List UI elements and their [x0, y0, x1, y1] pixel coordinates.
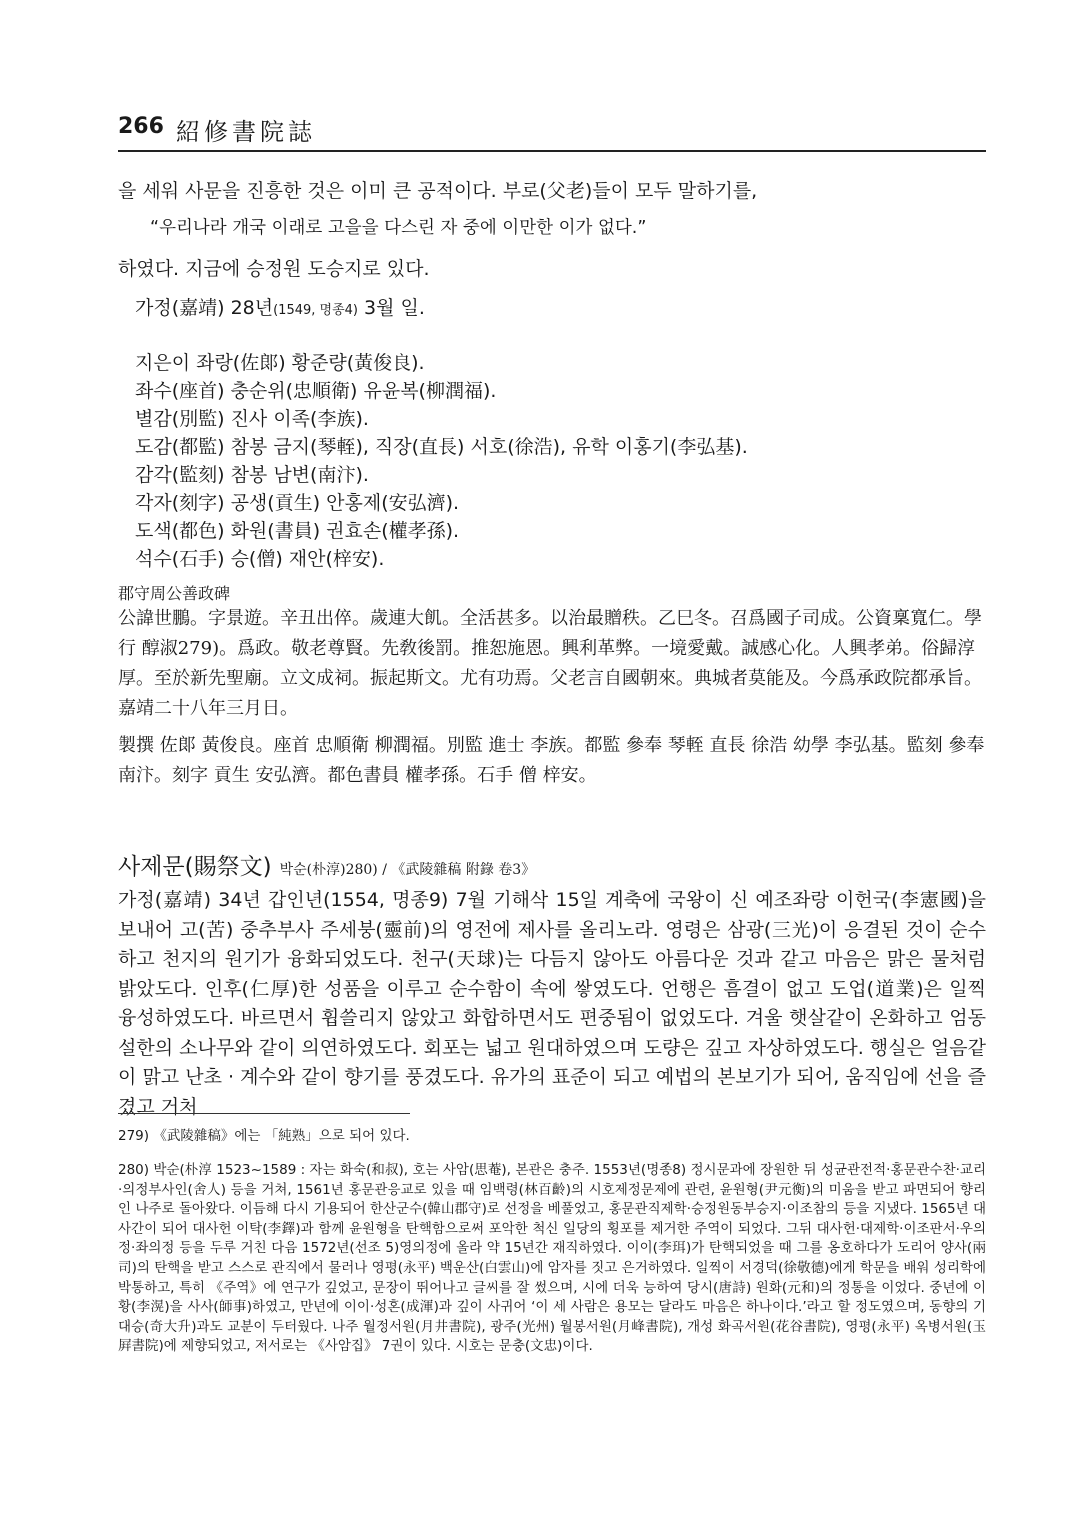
section-heading [118, 848, 535, 881]
running-header [118, 110, 986, 152]
section-subtitle: 박순(朴淳)280) / 《武陵雜稿 附錄 卷3》 [279, 862, 536, 878]
credit-line: 별감(別監) 진사 이족(李族). [135, 408, 369, 430]
credit-line: 각자(刻字) 공생(貢生) 안홍제(安弘濟). [135, 492, 460, 514]
footnote-separator [118, 1113, 410, 1114]
date-main: 가정(嘉靖) 28년 [135, 297, 274, 319]
original-title: 郡守周公善政碑 [118, 584, 231, 603]
page-number: 266 [118, 114, 164, 139]
credit-line: 지은이 좌랑(佐郞) 황준량(黃俊良). [135, 352, 425, 374]
credit-line: 도감(都監) 참봉 금지(琴輊), 직장(直長) 서호(徐浩), 유학 이홍기(李弘基). [135, 436, 748, 458]
date-end: 3월 일. [358, 297, 425, 319]
date-small: (1549, 명종4) [273, 303, 358, 318]
book-title: 紹修書院誌 [176, 118, 316, 146]
original-paragraph-1: 公諱世鵬。字景遊。辛丑出倅。歲連大飢。全活甚多。以治最贈秩。乙巳冬。召爲國子司成。公資稟寬仁。學行 醇淑279)。爲政。敬老尊賢。先敎後罰。推恕施恩。興利革弊。一境愛戴。誠感心化。人興孝弟。俗歸淳厚。至於新先聖廟。立文成祠。振起斯文。尤有功焉。父老言自國朝來。典城者莫能及。今爲承政院都承旨。嘉靖二十八年三月日。 [118, 608, 982, 719]
section-title: 사제문(賜祭文) [118, 854, 272, 880]
credit-line: 도색(都色) 화원(書員) 권효손(權孝孫). [135, 520, 460, 542]
footnote-279: 279) 《武陵雜稿》에는 「純熟」으로 되어 있다. [118, 1128, 410, 1144]
intro-line-1: 을 세워 사문을 진흥한 것은 이미 큰 공적이다. 부로(父老)들이 모두 말하기를, [118, 180, 758, 202]
footnote-280: 280) 박순(朴淳 1523~1589 : 자는 화숙(和叔), 호는 사암(思菴), 본관은 충주. 1553년(명종8) 정시문과에 장원한 뒤 성균관전적·홍문관수찬·교리·의정부사인(舍人) 등을 거쳐, 1561년 홍문관응교로 있을 때 임백령(林百齡)의 시호제정문제에 관련, 윤원형(尹元衡)의 미움을 받고 파면되어 향리인 나주로 돌아왔다. 이듬해 다시 기용되어 한산군수(韓山郡守)로 선정을 베풀었고, 홍문관직제학·승정원동부승지·이조참의 등을 지냈다. 1565년 대사간이 되어 대사헌 이탁(李鐸)과 함께 윤원형을 탄핵함으로써 포악한 척신 일당의 횡포를 제거한 주역이 되었다. 그뒤 대사헌·대제학·이조판서·우의정·좌의정 등을 두루 거친 다음 1572년(선조 5)영의정에 올라 약 15년간 재직하였다. 이이(李珥)가 탄핵되었을 때 그를 옹호하다가 도리어 양사(兩司)의 탄핵을 받고 스스로 관직에서 물러나 영평(永平) 백운산(白雲山)에 암자를 짓고 은거하였다. 일찍이 서경덕(徐敬德)에게 학문을 배워 성리학에 박통하고, 특히 《주역》에 연구가 깊었고, 문장이 뛰어나고 글씨를 잘 썼으며, 시에 더욱 능하여 당시(唐詩) 원화(元和)의 정통을 이었다. 중년에 이황(李滉)을 사사(師事)하였고, 만년에 이이·성혼(成渾)과 깊이 사귀어 ‘이 세 사람은 용모는 달라도 마음은 하나이다.’라고 할 정도였으며, 동향의 기대승(奇大升)과도 교분이 두터웠다. 나주 월정서원(月井書院), 광주(光州) 월봉서원(月峰書院), 개성 화곡서원(花谷書院), 영평(永平) 옥병서원(玉屛書院)에 제향되었고, 저서로는 《사암집》 7권이 있다. 시호는 문충(文忠)이다. [118, 1162, 986, 1355]
intro-line-3: 하였다. 지금에 승정원 도승지로 있다. [118, 258, 430, 280]
date-line [135, 293, 425, 320]
credit-line: 석수(石手) 승(僧) 재안(梓安). [135, 548, 385, 570]
intro-quote: “우리나라 개국 이래로 고을을 다스린 자 중에 이만한 이가 없다.” [150, 218, 647, 238]
credit-line: 좌수(座首) 충순위(忠順衛) 유윤복(柳潤福). [135, 380, 497, 402]
section-body: 가정(嘉靖) 34년 갑인년(1554, 명종9) 7월 기해삭 15일 계축에 국왕이 신 예조좌랑 이헌국(李憲國)을 보내어 고(苦) 중추부사 주세붕(靈前)의 영전에 제사를 올리노라. 영령은 삼광(三光)이 응결된 것이 순수하고 천지의 원기가 융화되었도다. 천구(天球)는 다듬지 않아도 아름다운 것과 같고 마음은 맑은 물처럼 밝았도다. 인후(仁厚)한 성품을 이루고 순수함이 속에 쌓였도다. 언행은 흠결이 없고 도업(道業)은 일찍 융성하였도다. 바르면서 휩쓸리지 않았고 화합하면서도 편중됨이 없었도다. 겨울 햇살같이 온화하고 엄동설한의 소나무와 같이 의연하였도다. 회포는 넓고 원대하였으며 도량은 깊고 자상하였도다. 행실은 얼음같이 맑고 난초 · 계수와 같이 향기를 풍겼도다. 유가의 표준이 되고 예법의 본보기가 되어, 움직임에 선을 즐겼고 거처 [118, 889, 986, 1118]
original-paragraph-2: 製撰 佐郞 黃俊良。座首 忠順衛 柳潤福。別監 進士 李族。都監 參奉 琴輊 直長 徐浩 幼學 李弘基。監刻 參奉 南汴。刻字 貢生 安弘濟。都色書員 權孝孫。石手 僧 梓安。 [118, 735, 991, 786]
credit-line: 감각(監刻) 참봉 남변(南汴). [135, 464, 369, 486]
